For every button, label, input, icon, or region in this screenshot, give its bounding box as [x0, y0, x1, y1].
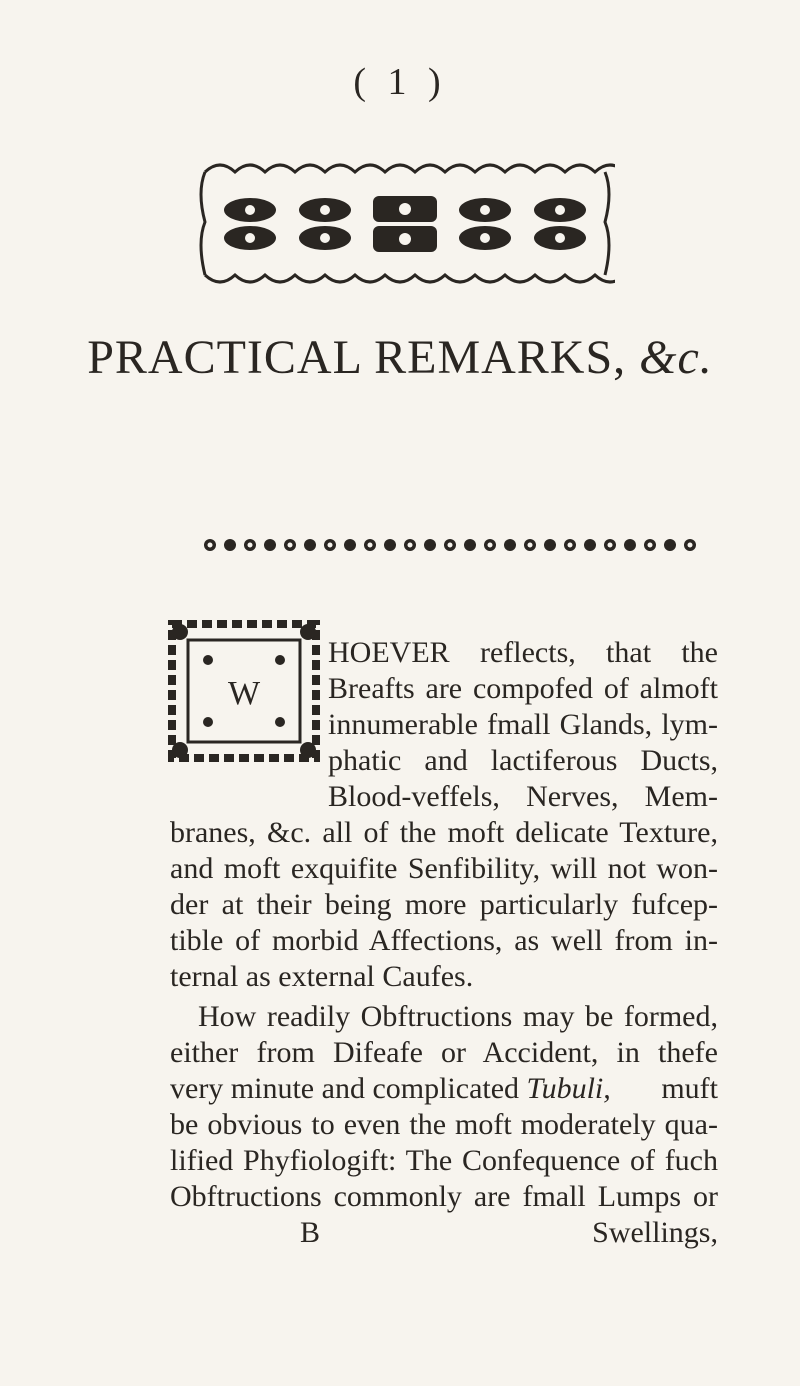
text-line: der at their being more particularly fufcep- — [170, 888, 718, 921]
text-line: tible of morbid Affections, as well from in- — [170, 924, 718, 957]
signature-mark: B — [300, 1216, 321, 1249]
text-line: Obftructions commonly are fmall Lumps or — [170, 1180, 718, 1213]
initial-ornament-frame — [168, 620, 320, 762]
page-number: ( 1 ) — [353, 61, 447, 103]
heading-title: PRACTICAL REMARKS, — [87, 331, 627, 384]
text-line: lified Phyfiologift: The Confequence of fuch — [170, 1144, 718, 1177]
text-line: either from Difeafe or Accident, in thefe — [170, 1036, 718, 1069]
text-segment: muft — [661, 1072, 718, 1105]
heading-etc: &c. — [639, 331, 713, 384]
drop-cap-letter: W — [227, 675, 261, 712]
text-line: be obvious to even the moft moderately qua- — [170, 1108, 718, 1141]
text-segment: very minute and complicated — [170, 1072, 520, 1105]
text-line: HOEVER reflects, that the — [328, 636, 718, 669]
text-line: and moft exquifite Senfibility, will not won- — [170, 852, 718, 885]
ornamental-headpiece — [195, 150, 615, 295]
catchword: Swellings, — [592, 1216, 718, 1249]
ornamental-rule — [200, 530, 710, 560]
text-line: How readily Obftructions may be formed, — [198, 1000, 718, 1033]
text-line: Blood-veffels, Nerves, Mem- — [328, 780, 718, 813]
text-line — [170, 1074, 718, 1104]
chapter-heading — [0, 330, 800, 385]
text-line: ternal as external Caufes. — [170, 960, 474, 993]
text-line: innumerable fmall Glands, lym- — [328, 708, 718, 741]
italic-term: Tubuli, — [526, 1072, 611, 1105]
text-line: phatic and lactiferous Ducts, — [328, 744, 718, 777]
text-line: branes, &c. all of the moft delicate Texture, — [170, 816, 718, 849]
decorated-initial — [168, 620, 320, 762]
text-line: Breafts are compofed of almoft — [328, 672, 718, 705]
